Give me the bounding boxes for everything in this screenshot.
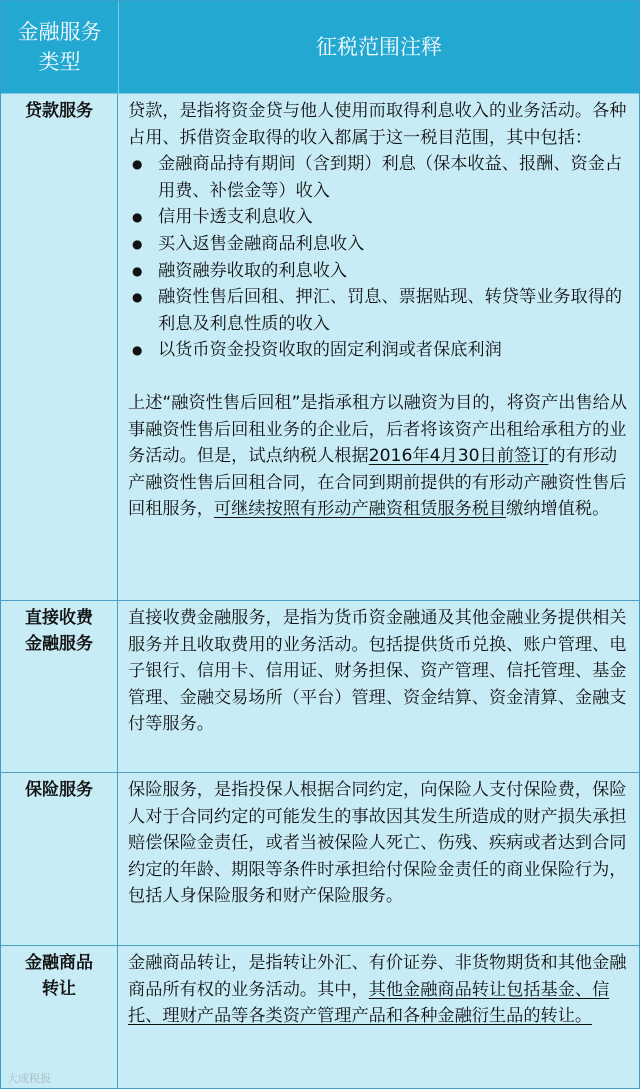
list-item: ● 信用卡透支利息收入	[128, 204, 631, 231]
loan-note-text-c: 缴纳增值税。	[506, 499, 610, 520]
loan-note-text-b: 的有形动产融资性售后回租合同，在合同到期前提供的有形动产融资性售后回租服务，	[128, 446, 627, 520]
row-insurance-service	[1, 773, 639, 946]
direct-fee-text: 直接收费金融服务，是指为货币资金融通及其他金融业务提供相关服务并且收取费用的业务活动。包括提供货币兑换、账户管理、电子银行、信用卡、信用证、财务担保、资产管理、信托管理、基金管理、金融交易场所（平台）管理、资金结算、资金清算、金融支付等服务。	[128, 608, 627, 735]
type-label-line2: 转让	[42, 979, 76, 999]
loan-note-underline-date: 2016年4月30日前签订	[368, 446, 549, 467]
header-type-line2: 类型	[38, 50, 81, 74]
loan-note-underline-rule: 可继续按照有形动产融资租赁服务税目	[213, 499, 507, 520]
type-cell-insurance	[1, 773, 118, 945]
content-cell-direct-fee	[118, 601, 639, 772]
list-item: ● 以货币资金投资收取的固定利润或者保底利润	[128, 337, 631, 364]
watermark-logo: 大成税报	[7, 1072, 51, 1085]
content-cell-insurance	[118, 773, 639, 945]
list-item: ● 融资融券收取的利息收入	[128, 258, 631, 285]
type-cell-loan	[1, 94, 118, 600]
type-label-line2: 金融服务	[25, 634, 93, 654]
loan-bullet-list	[128, 151, 631, 364]
row-financial-product-transfer	[1, 946, 639, 1089]
type-cell-transfer	[1, 946, 118, 1088]
type-label-line1: 直接收费	[25, 608, 93, 628]
list-item: ● 买入返售金融商品利息收入	[128, 231, 631, 258]
list-item: ● 融资性售后回租、押汇、罚息、票据贴现、转贷等业务取得的利息及利息性质的收入	[128, 284, 631, 337]
insurance-text: 保险服务，是指投保人根据合同约定，向保险人支付保险费，保险人对于合同约定的可能发生的事故因其发生所造成的财产损失承担赔偿保险金责任，或者当被保险人死亡、伤残、疾病或者达到合同约定的年龄、期限等条件时承担给付保险金责任的商业保险行为，包括人身保险服务和财产保险服务。	[128, 780, 627, 907]
type-label: 保险服务	[25, 780, 93, 800]
type-label-line1: 金融商品	[25, 953, 93, 973]
transfer-underlined-text: 其他金融商品转让包括基金、信托、理财产品等各类资产管理产品和各种金融衍生品的转让。	[128, 979, 610, 1027]
content-cell-loan	[118, 94, 639, 600]
transfer-text: 金融商品转让，是指转让外汇、有价证券、非货物期货和其他金融商品所有权的业务活动。其中，	[128, 953, 627, 1000]
header-scope-cell: 征税范围注释	[316, 35, 442, 59]
transfer-paragraph	[128, 950, 631, 1030]
list-item: ● 金融商品持有期间（含到期）利息（保本收益、报酬、资金占用费、补偿金等）收入	[128, 151, 631, 204]
row-direct-fee-service	[1, 601, 639, 773]
content-cell-transfer	[118, 946, 639, 1088]
header-type-line1: 金融服务	[17, 20, 102, 44]
header-type-cell	[1, 1, 119, 93]
loan-note-paragraph	[128, 390, 631, 523]
loan-intro: 贷款，是指将资金贷与他人使用而取得利息收入的业务活动。各种占用、拆借资金取得的收入都属于这一税目范围，其中包括：	[128, 101, 627, 148]
row-loan-service	[1, 94, 639, 601]
type-cell-direct-fee	[1, 601, 118, 772]
spacer	[128, 364, 631, 390]
table-header	[1, 1, 639, 94]
type-label: 贷款服务	[25, 101, 93, 121]
loan-note-text-a: 上述“融资性售后回租”是指承租方以融资为目的，将资产出售给从事融资性售后回租业务的企业后，后者将该资产出租给承租方的业务活动。但是，试点纳税人根据	[128, 392, 628, 467]
